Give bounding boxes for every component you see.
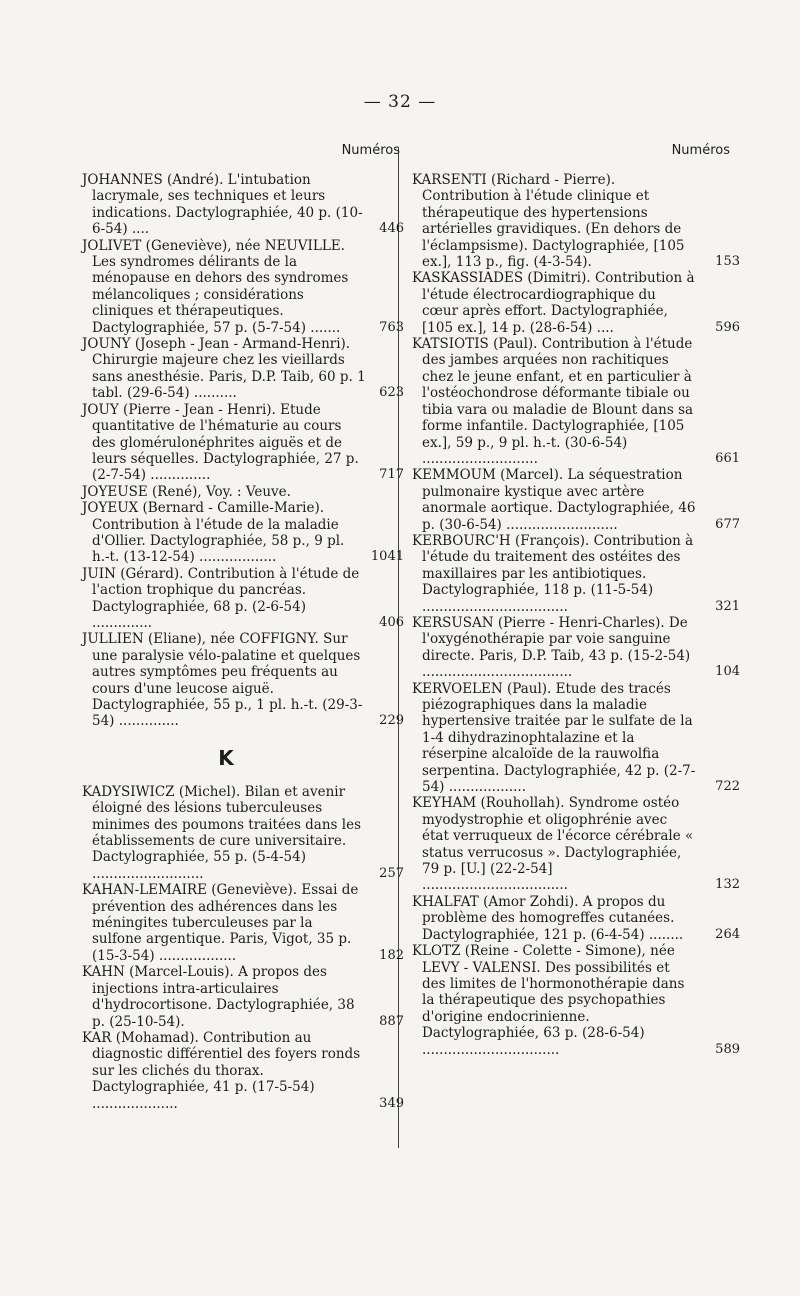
entry-number: 589 [715, 1041, 740, 1057]
entry-number: 661 [715, 450, 740, 466]
index-entry [412, 943, 740, 1058]
entry-text: KEMMOUM (Marcel). La séquestration pulmonaire kystique avec artère anormale aortique. Dactylographiée, 46 p. (30-6-54) .......................... [412, 467, 696, 533]
left-entries-j [82, 172, 404, 730]
index-entry [82, 484, 370, 500]
left-column [82, 143, 404, 1112]
entry-text: JOLIVET (Geneviève), née NEUVILLE. Les syndromes délirants de la ménopause en dehors des syndromes mélancoliques ; considérations cliniques et thérapeutiques. Dactylographiée, 57 p. (5-7-54) ....... [82, 237, 349, 336]
entry-number: 229 [379, 713, 404, 729]
index-entry [82, 1029, 404, 1112]
section-letter: K [218, 745, 234, 770]
entry-text: KEYHAM (Rouhollah). Syndrome ostéo myodystrophie et oligophrénie avec état verruqueux de l'écorce cérébrale « status verrucosus ». Dactylographiée, 79 p. [U.] (22-2-54] .................................. [412, 795, 694, 894]
entry-text: JOUNY (Joseph - Jean - Armand-Henri). Chirurgie majeure chez les vieillards sans anesthésie. Paris, D.P. Taib, 60 p. 1 tabl. (29-6-54) .......... [82, 336, 366, 402]
index-entry [82, 882, 404, 964]
right-entries [412, 172, 740, 1058]
index-entry [412, 172, 740, 271]
entry-text: KERBOURC'H (François). Contribution à l'étude du traitement des ostéites des maxillaires par les antibiotiques. Dactylographiée, 118 p. (11-5-54) .................................. [412, 532, 694, 615]
entry-number: 1041 [370, 549, 404, 565]
entry-number: 406 [379, 614, 404, 630]
index-entry [82, 964, 404, 1030]
index-entry [82, 401, 404, 484]
column-header-left: Numéros [341, 143, 400, 158]
entry-text: KERSUSAN (Pierre - Henri-Charles). De l'oxygénothérapie par voie sanguine directe. Paris, D.P. Taib, 43 p. (15-2-54) ................................... [412, 614, 691, 681]
entry-number: 677 [715, 516, 740, 532]
index-entry [412, 336, 740, 467]
entry-text: JOUY (Pierre - Jean - Henri). Etude quantitative de l'hématurie au cours des glomérulonéphrites aiguës et de leurs séquelles. Dactylographiée, 27 p. (2-7-54) .............. [82, 401, 359, 484]
entry-text: JOYEUSE (René), Voy. : Veuve. [82, 483, 291, 500]
index-entry [82, 565, 404, 632]
entry-text: KLOTZ (Reine - Colette - Simone), née LEVY - VALENSI. Des possibilités et des limites de l'hormonothérapie dans la thérapeutique des psychopathies d'origine endocrinienne. Dactylographiée, 63 p. (28-6-54) ................................ [412, 943, 685, 1058]
entry-number: 264 [715, 926, 740, 942]
index-entry [82, 237, 404, 336]
index-entry [412, 467, 740, 533]
index-entry [82, 336, 404, 402]
index-entry [412, 270, 740, 336]
entry-number: 596 [715, 319, 740, 335]
index-entry [412, 893, 740, 943]
entry-text: JUIN (Gérard). Contribution à l'étude de l'action trophique du pancréas. Dactylographiée, 68 p. (2-6-54) .............. [82, 565, 360, 631]
entry-number: 623 [379, 385, 404, 401]
entry-text: KATSIOTIS (Paul). Contribution à l'étude des jambes arquées non rachitiques chez le jeune enfant, et en particulier à l'ostéochondrose déformante tibiale ou tibia vara ou maladie de Blount dans sa forme infantile. Dactylographiée, [105 ex.], 59 p., 9 pl. h.-t. (30-6-54) ........................... [412, 336, 694, 467]
entry-number: 349 [379, 1095, 404, 1111]
entry-number: 887 [379, 1013, 404, 1029]
entry-text: JULLIEN (Eliane), née COFFIGNY. Sur une paralysie vélo-palatine et quelques autres symptômes peu fréquents au cours d'une leucose aiguë. Dactylographiée, 55 p., 1 pl. h.-t. (29-3-54) .............. [82, 631, 363, 730]
entry-text: KARSENTI (Richard - Pierre). Contribution à l'étude clinique et thérapeutique des hypertensions artérielles gravidiques. (En dehors de l'éclampsisme). Dactylographiée, [105 ex.], 113 p., fig. (4-3-54). [412, 172, 685, 271]
entry-text: KHALFAT (Amor Zohdi). A propos du problème des homogreffes cutanées. Dactylographiée, 121 p. (6-4-54) ........ [412, 893, 684, 943]
index-entry [82, 631, 404, 730]
left-entries-k [82, 783, 404, 1112]
entry-text: KASKASSIADES (Dimitri). Contribution à l'étude électrocardiographique du cœur après effort. Dactylographiée, [105 ex.], 14 p. (28-6-54) .... [412, 270, 695, 336]
index-entry [412, 614, 740, 681]
right-column [412, 143, 740, 1058]
entry-text: KAR (Mohamad). Contribution au diagnostic différentiel des foyers ronds sur les clichés du thorax. Dactylographiée, 41 p. (17-5-54) .................... [82, 1029, 361, 1112]
entry-number: 722 [715, 779, 740, 795]
column-header-right: Numéros [671, 143, 730, 158]
index-entry [412, 680, 740, 796]
entry-text: KAHN (Marcel-Louis). A propos des injections intra-articulaires d'hydrocortisone. Dactylographiée, 38 p. (25-10-54). [82, 964, 355, 1030]
index-entry [82, 783, 404, 882]
entry-number: 763 [379, 319, 404, 335]
column-divider [398, 148, 399, 1148]
entry-text: KERVOELEN (Paul). Etude des tracés piézographiques dans la maladie hypertensive traitée par le sulfate de la 1-4 dihydrazinophtalazine et la réserpine alcaloïde de la rauwolfia serpentina. Dactylographiée, 42 p. (2-7-54) .................. [412, 680, 696, 796]
entry-number: 132 [715, 877, 740, 893]
entry-number: 104 [715, 664, 740, 680]
entry-number: 321 [715, 598, 740, 614]
index-entry [82, 500, 404, 566]
entry-number: 257 [379, 865, 404, 881]
entry-text: KAHAN-LEMAIRE (Geneviève). Essai de prévention des adhérences dans les méningites tuberculeuses par la sulfone argentique. Paris, Vigot, 35 p. (15-3-54) .................. [82, 882, 359, 964]
entry-text: KADYSIWICZ (Michel). Bilan et avenir éloigné des lésions tuberculeuses minimes des poumons traitées dans les établissements de cure universitaire. Dactylographiée, 55 p. (5-4-54) .......................... [82, 783, 362, 882]
entry-text: JOHANNES (André). L'intubation lacrymale, ses techniques et leurs indications. Dactylographiée, 40 p. (10-6-54) .... [82, 172, 363, 238]
entry-number: 717 [379, 467, 404, 483]
page-number: — 32 — [363, 92, 437, 112]
entry-text: JOYEUX (Bernard - Camille-Marie). Contribution à l'étude de la maladie d'Ollier. Dactylographiée, 58 p., 9 pl. h.-t. (13-12-54) .................. [82, 500, 345, 566]
entry-number: 182 [379, 947, 404, 963]
index-entry [82, 172, 404, 238]
entry-number: 153 [715, 254, 740, 270]
index-entry [412, 532, 740, 615]
index-entry [412, 795, 740, 894]
entry-number: 446 [379, 221, 404, 237]
